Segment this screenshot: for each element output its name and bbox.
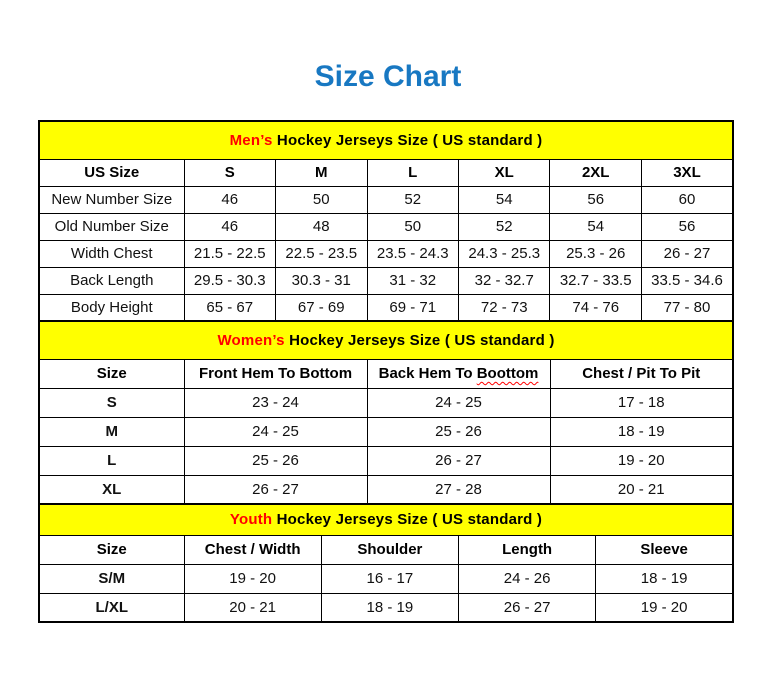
page-title: Size Chart xyxy=(314,60,462,93)
value-cell: 24 - 25 xyxy=(367,388,550,417)
value-cell: 22.5 - 23.5 xyxy=(276,240,367,267)
row-label: L/XL xyxy=(39,593,184,622)
table-row xyxy=(39,213,733,240)
value-cell: 60 xyxy=(641,186,733,213)
value-cell: 27 - 28 xyxy=(367,475,550,504)
value-cell: 56 xyxy=(641,213,733,240)
value-cell: 18 - 19 xyxy=(596,564,733,593)
column-header: 2XL xyxy=(550,159,641,186)
value-cell: 54 xyxy=(458,186,549,213)
row-label: New Number Size xyxy=(39,186,184,213)
value-cell: 18 - 19 xyxy=(321,593,458,622)
column-header: Length xyxy=(459,535,596,564)
row-label: Width Chest xyxy=(39,240,184,267)
table-row xyxy=(39,446,733,475)
section-banner-mens xyxy=(39,121,733,159)
value-cell: 65 - 67 xyxy=(184,294,275,321)
value-cell: 33.5 - 34.6 xyxy=(641,267,733,294)
row-label: Body Height xyxy=(39,294,184,321)
value-cell: 26 - 27 xyxy=(641,240,733,267)
value-cell: 30.3 - 31 xyxy=(276,267,367,294)
column-header: Size xyxy=(39,359,184,388)
value-cell: 56 xyxy=(550,186,641,213)
value-cell: 26 - 27 xyxy=(184,475,367,504)
row-label: M xyxy=(39,417,184,446)
value-cell: 17 - 18 xyxy=(550,388,733,417)
banner-text: Hockey Jerseys Size ( US standard ) xyxy=(272,131,543,149)
value-cell: 69 - 71 xyxy=(367,294,458,321)
value-cell: 77 - 80 xyxy=(641,294,733,321)
column-header: Size xyxy=(39,535,184,564)
value-cell: 74 - 76 xyxy=(550,294,641,321)
value-cell: 24 - 25 xyxy=(184,417,367,446)
column-header: M xyxy=(276,159,367,186)
table-row xyxy=(39,294,733,321)
youth-size-table xyxy=(38,503,734,623)
value-cell: 50 xyxy=(367,213,458,240)
value-cell: 23.5 - 24.3 xyxy=(367,240,458,267)
column-header: XL xyxy=(458,159,549,186)
column-header: Shoulder xyxy=(321,535,458,564)
value-cell: 23 - 24 xyxy=(184,388,367,417)
table-row xyxy=(39,240,733,267)
value-cell: 50 xyxy=(276,186,367,213)
value-cell: 16 - 17 xyxy=(321,564,458,593)
column-header: S xyxy=(184,159,275,186)
value-cell: 46 xyxy=(184,186,275,213)
section-banner-youth xyxy=(39,504,733,535)
column-header: Front Hem To Bottom xyxy=(184,359,367,388)
value-cell: 52 xyxy=(458,213,549,240)
value-cell: 31 - 32 xyxy=(367,267,458,294)
column-header-row xyxy=(39,535,733,564)
value-cell: 19 - 20 xyxy=(550,446,733,475)
value-cell: 29.5 - 30.3 xyxy=(184,267,275,294)
value-cell: 26 - 27 xyxy=(459,593,596,622)
banner-highlight-text: Youth xyxy=(229,511,273,529)
section-banner-row xyxy=(39,504,733,535)
misspelled-word: Boottom xyxy=(476,365,539,382)
value-cell: 26 - 27 xyxy=(367,446,550,475)
value-cell: 20 - 21 xyxy=(550,475,733,504)
value-cell: 32 - 32.7 xyxy=(458,267,549,294)
section-banner-row xyxy=(39,321,733,359)
column-header: US Size xyxy=(39,159,184,186)
row-label: XL xyxy=(39,475,184,504)
value-cell: 20 - 21 xyxy=(184,593,321,622)
value-cell: 24 - 26 xyxy=(459,564,596,593)
table-row xyxy=(39,388,733,417)
table-row xyxy=(39,593,733,622)
table-row xyxy=(39,475,733,504)
value-cell: 32.7 - 33.5 xyxy=(550,267,641,294)
banner-highlight-text: Men’s xyxy=(229,131,273,149)
table-row xyxy=(39,417,733,446)
column-header: Chest / Width xyxy=(184,535,321,564)
column-header: L xyxy=(367,159,458,186)
value-cell: 25 - 26 xyxy=(184,446,367,475)
value-cell: 67 - 69 xyxy=(276,294,367,321)
value-cell: 52 xyxy=(367,186,458,213)
value-cell: 24.3 - 25.3 xyxy=(458,240,549,267)
value-cell: 18 - 19 xyxy=(550,417,733,446)
row-label: L xyxy=(39,446,184,475)
row-label: S xyxy=(39,388,184,417)
value-cell: 25.3 - 26 xyxy=(550,240,641,267)
value-cell: 72 - 73 xyxy=(458,294,549,321)
table-row xyxy=(39,564,733,593)
column-header: Chest / Pit To Pit xyxy=(550,359,733,388)
column-header-row xyxy=(39,359,733,388)
value-cell: 21.5 - 22.5 xyxy=(184,240,275,267)
column-header-row xyxy=(39,159,733,186)
section-banner-womens xyxy=(39,321,733,359)
column-header: Sleeve xyxy=(596,535,733,564)
value-cell: 25 - 26 xyxy=(367,417,550,446)
row-label: Back Length xyxy=(39,267,184,294)
column-header: 3XL xyxy=(641,159,733,186)
value-cell: 46 xyxy=(184,213,275,240)
row-label: Old Number Size xyxy=(39,213,184,240)
row-label: S/M xyxy=(39,564,184,593)
section-banner-row xyxy=(39,121,733,159)
value-cell: 48 xyxy=(276,213,367,240)
value-cell: 19 - 20 xyxy=(596,593,733,622)
table-row xyxy=(39,186,733,213)
mens-size-table xyxy=(38,120,734,322)
column-header xyxy=(367,359,550,388)
banner-highlight-text: Women’s xyxy=(217,331,285,349)
banner-text: Hockey Jerseys Size ( US standard ) xyxy=(284,331,555,349)
value-cell: 19 - 20 xyxy=(184,564,321,593)
size-tables-container xyxy=(38,120,734,623)
womens-size-table xyxy=(38,320,734,505)
value-cell: 54 xyxy=(550,213,641,240)
table-row xyxy=(39,267,733,294)
banner-text: Hockey Jerseys Size ( US standard ) xyxy=(272,511,543,529)
header-text: Back Hem To xyxy=(378,365,477,382)
